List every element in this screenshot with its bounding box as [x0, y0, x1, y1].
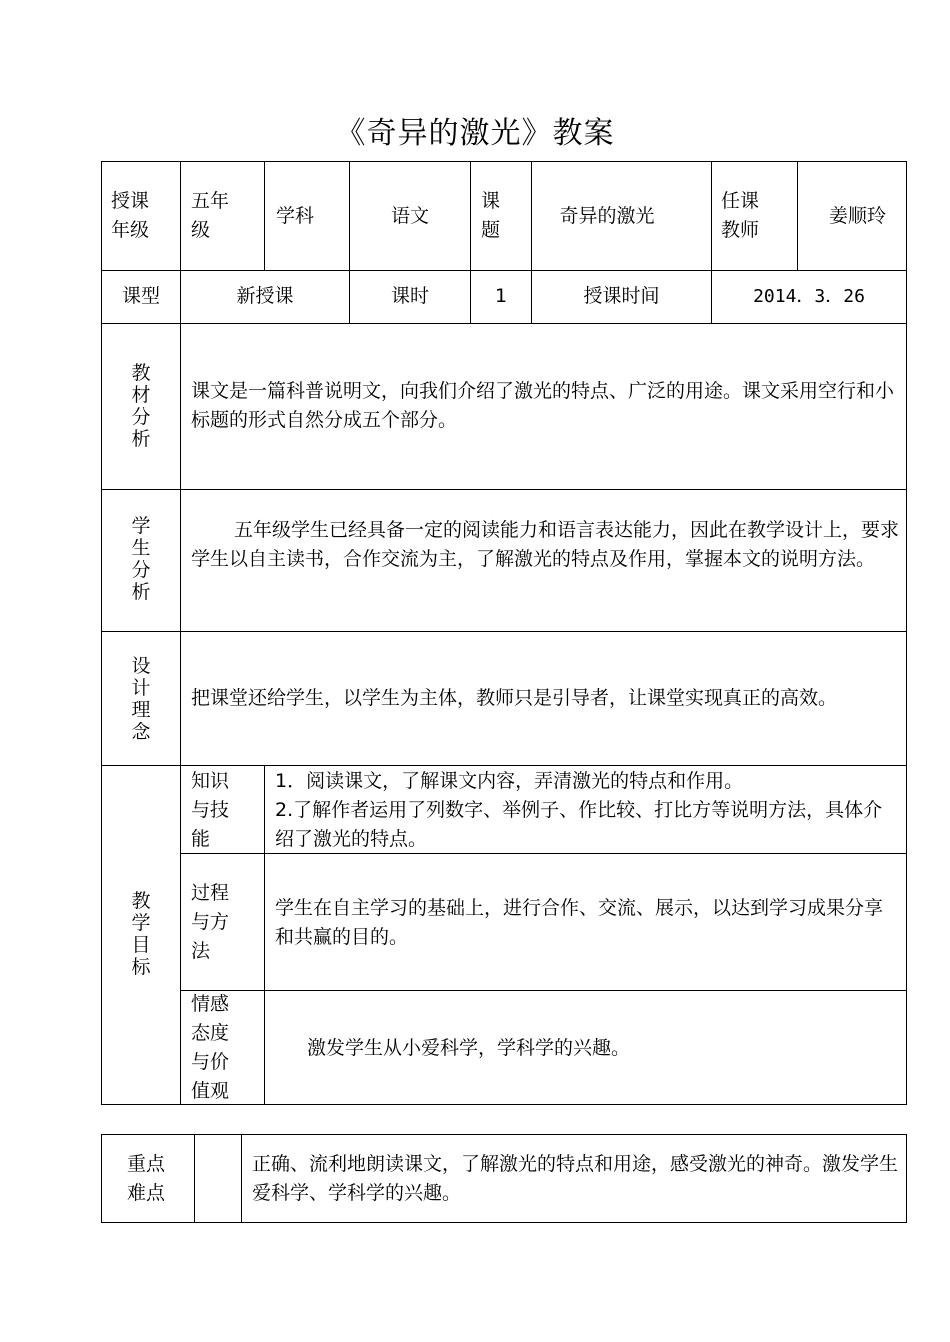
- teacher-label: 任课教师: [721, 190, 760, 241]
- table-border: [906, 161, 907, 1105]
- table-border: [101, 1222, 907, 1223]
- emotion-text: 激发学生从小爱科学，学科学的兴趣。: [307, 1037, 631, 1059]
- design-text: 把课堂还给学生，以学生为主体，教师只是引导者，让课堂实现真正的高效。: [191, 687, 838, 709]
- type-label: 课型: [121, 285, 160, 307]
- table-border: [101, 161, 907, 162]
- grade-value: 五年级: [191, 190, 230, 241]
- material-text: 课文是一篇科普说明文，向我们介绍了激光的特点、广泛的用途。课文采用空行和小标题的形式自然分成五个部分。: [191, 380, 895, 431]
- time-label: 授课时间: [583, 285, 660, 307]
- hours-value: 1: [494, 285, 508, 307]
- time-value: 2014．3．26: [753, 286, 865, 307]
- table-border: [101, 270, 907, 271]
- table-border: [797, 161, 798, 271]
- table-border: [241, 1134, 242, 1223]
- goals-label: 教学目标: [131, 890, 151, 978]
- topic-value: 奇异的激光: [559, 205, 655, 227]
- table-border: [101, 323, 907, 324]
- topic-label: 课题: [481, 190, 501, 241]
- subject-label: 学科: [276, 205, 315, 227]
- knowledge-line-2: 2.了解作者运用了列数字、举例子、作比较、打比方等说明方法，具体介绍了激光的特点。: [275, 799, 883, 850]
- process-label: 过程与方法: [191, 882, 230, 962]
- emotion-label: 情感态度与价值观: [191, 993, 230, 1102]
- type-value: 新授课: [236, 285, 294, 307]
- teacher-value: 姜顺玲: [829, 205, 887, 227]
- table-border: [101, 631, 907, 632]
- grade-label: 授课年级: [111, 190, 150, 241]
- knowledge-line-1: 1．阅读课文，了解课文内容，弄清激光的特点和作用。: [275, 770, 744, 792]
- table-border: [101, 489, 907, 490]
- knowledge-label: 知识与技能: [191, 770, 230, 850]
- student-text: 五年级学生已经具备一定的阅读能力和语言表达能力，因此在教学设计上，要求学生以自主读书，合作交流为主，了解激光的特点及作用，掌握本文的说明方法。: [191, 519, 900, 570]
- student-label: 学生分析: [131, 515, 151, 603]
- subject-value: 语文: [390, 205, 429, 227]
- table-border: [101, 1134, 907, 1135]
- keypoints-label: 重点难点: [127, 1153, 166, 1204]
- table-border: [101, 1134, 102, 1223]
- table-border: [264, 765, 265, 1105]
- design-label: 设计理念: [131, 655, 151, 743]
- process-text: 学生在自主学习的基础上，进行合作、交流、展示，以达到学习成果分享和共赢的目的。: [275, 897, 884, 948]
- table-border: [906, 1134, 907, 1223]
- table-border: [194, 1134, 195, 1223]
- table-border: [101, 765, 907, 766]
- keypoints-text: 正确、流利地朗读课文，了解激光的特点和用途，感受激光的神奇。激发学生爱科学、学科学的兴趣。: [252, 1153, 899, 1204]
- table-border: [181, 990, 907, 991]
- material-label: 教材分析: [131, 362, 151, 450]
- hours-label: 课时: [390, 285, 429, 307]
- table-border: [264, 161, 265, 271]
- page-title: 《奇异的激光》教案: [335, 116, 615, 151]
